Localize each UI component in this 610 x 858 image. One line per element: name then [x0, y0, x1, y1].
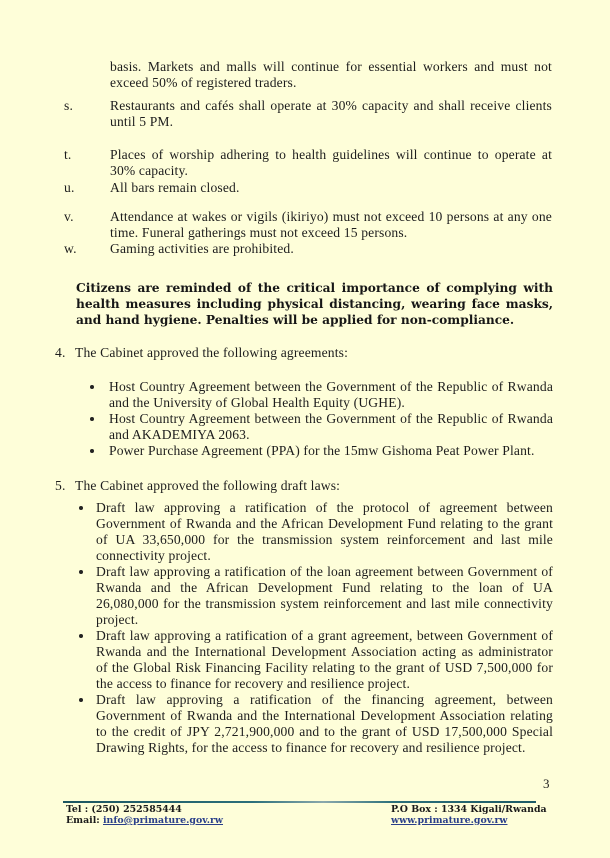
agreement-item: [90, 443, 553, 459]
list-item-t: [64, 147, 552, 179]
list-marker: s.: [64, 98, 73, 113]
section-4-heading: [55, 345, 555, 361]
list-marker: w.: [64, 241, 77, 256]
footer-contact: [66, 804, 223, 826]
agreement-item: [90, 379, 553, 411]
footer-website-link[interactable]: www.primature.gov.rw: [391, 815, 508, 826]
list-item-u: [64, 180, 552, 196]
list-marker: u.: [64, 180, 75, 195]
draft-law-item: [76, 692, 553, 756]
footer-po-box: P.O Box : 1334 Kigali/Rwanda: [391, 804, 547, 815]
footer-tel: Tel : (250) 252585444: [66, 804, 182, 815]
bullet-icon: [90, 449, 94, 453]
compliance-notice: Citizens are reminded of the critical importance of complying with health measures including physical distancing, wearing face masks, and hand hygiene. Penalties will be applied for non-compliance.: [76, 281, 553, 327]
list-item-text: Gaming activities are prohibited.: [110, 241, 294, 256]
section-number: 4.: [55, 345, 66, 360]
list-item-text: All bars remain closed.: [110, 180, 240, 195]
draft-law-text: Draft law approving a ratification of the financing agreement, between Government of Rwanda and the International Development Association relating to the credit of JPY 2,721,900,000 and to the grant of USD 17,500,000 Special Drawing Rights, for the access to finance for recovery and resilience project.: [96, 692, 553, 755]
footer-email-label: Email:: [66, 815, 103, 826]
continuation-paragraph: basis. Markets and malls will continue for essential workers and must not exceed 50% of registered traders.: [110, 59, 552, 90]
draft-law-text: Draft law approving a ratification of a grant agreement, between Government of Rwanda and the International Development Association acting as administrator of the Global Risk Financing Facility relating to the grant of USD 7,500,000 for the access to finance for recovery and resilience project.: [96, 628, 553, 691]
list-item-v: [64, 209, 552, 241]
agreements-list: [90, 379, 553, 459]
list-item-s: [64, 98, 552, 130]
bullet-icon: [90, 417, 94, 421]
section-heading-text: The Cabinet approved the following agreements:: [75, 345, 349, 360]
bullet-icon: [79, 506, 83, 510]
bullet-icon: [79, 698, 83, 702]
footer-email-link[interactable]: info@primature.gov.rw: [103, 815, 223, 826]
footer-email-line: [66, 815, 223, 826]
footer-address: [391, 804, 547, 826]
draft-law-item: [76, 500, 553, 564]
list-marker: v.: [64, 209, 74, 224]
section-number: 5.: [55, 478, 66, 493]
agreement-text: Host Country Agreement between the Government of the Republic of Rwanda and AKADEMIYA 2063.: [109, 411, 553, 442]
list-marker: t.: [64, 147, 72, 162]
agreement-text: Power Purchase Agreement (PPA) for the 15mw Gishoma Peat Power Plant.: [109, 443, 535, 458]
agreement-text: Host Country Agreement between the Government of the Republic of Rwanda and the University of Global Health Equity (UGHE).: [109, 379, 553, 410]
draft-law-item: [76, 628, 553, 692]
section-5-heading: [55, 478, 555, 494]
list-item-w: [64, 241, 552, 257]
page-number: 3: [543, 776, 550, 791]
list-item-text: Restaurants and cafés shall operate at 30% capacity and shall receive clients until 5 PM.: [110, 98, 552, 129]
list-item-text: Attendance at wakes or vigils (ikiriyo) must not exceed 10 persons at any one time. Funeral gatherings must not exceed 15 persons.: [110, 209, 552, 240]
section-heading-text: The Cabinet approved the following draft laws:: [75, 478, 341, 493]
footer-divider: [63, 801, 536, 803]
agreement-item: [90, 411, 553, 443]
list-item-text: Places of worship adhering to health guidelines will continue to operate at 30% capacity.: [110, 147, 552, 178]
bullet-icon: [79, 634, 83, 638]
bullet-icon: [90, 385, 94, 389]
bullet-icon: [79, 570, 83, 574]
draft-law-text: Draft law approving a ratification of the loan agreement between Government of Rwanda and the African Development Fund relating to the loan of UA 26,080,000 for the transmission system reinforcement and last mile connectivity project.: [96, 564, 553, 627]
draft-laws-list: [76, 500, 553, 756]
draft-law-item: [76, 564, 553, 628]
draft-law-text: Draft law approving a ratification of the protocol of agreement between Government of Rwanda and the African Development Fund relating to the grant of UA 33,650,000 for the transmission system reinforcement and last mile connectivity project.: [96, 500, 553, 563]
